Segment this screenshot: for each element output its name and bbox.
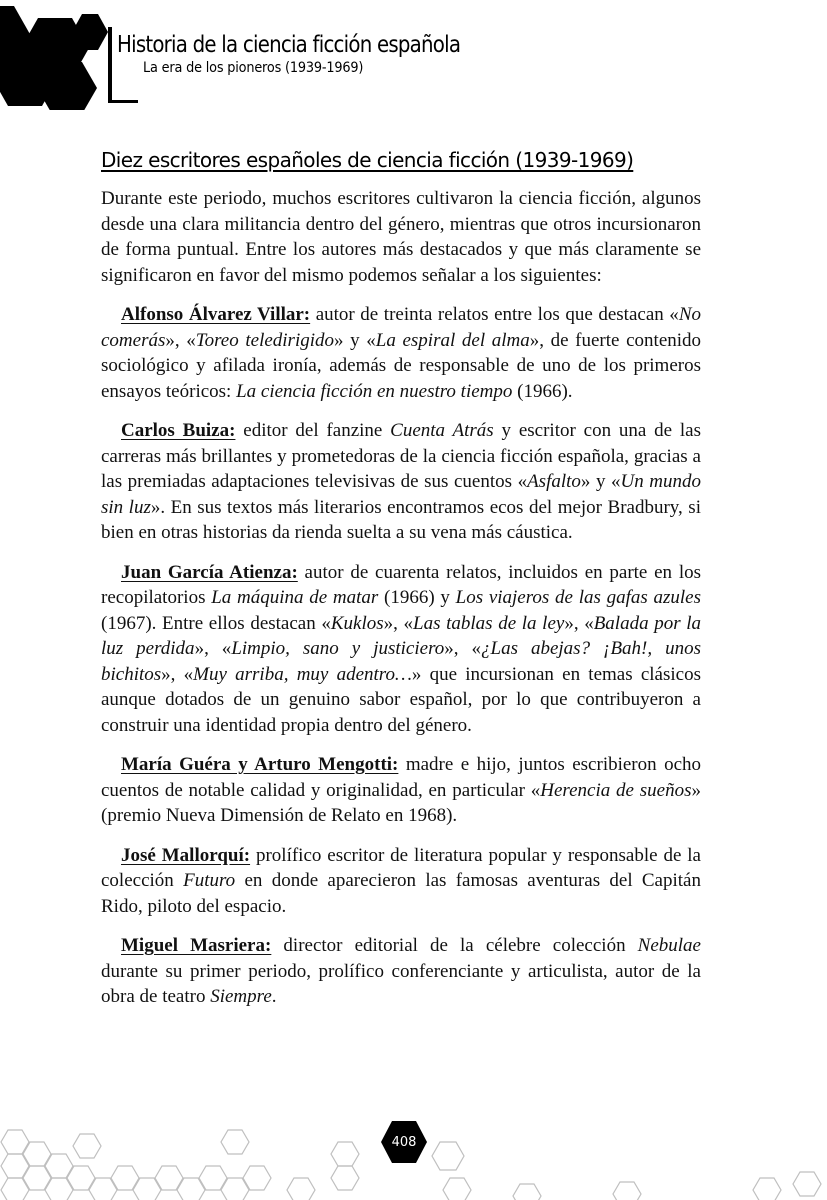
entry-text: », « — [444, 638, 482, 659]
entry-text: editor del fanzine — [235, 420, 391, 441]
work-title: Futuro — [183, 870, 236, 891]
entry-text: (1966) y — [378, 587, 456, 608]
entry-text: », « — [161, 663, 194, 685]
entry-text: prolífico escritor de literatura popular y responsable de la colección — [101, 844, 701, 891]
entry-text: ». En sus textos más literarios encontramos ecos del mejor Bradbury, si bien en otras historias da rienda suelta a su vena más cáustica. — [101, 496, 701, 543]
work-title: Toreo teledirigido — [195, 329, 335, 351]
work-title: No comerás — [101, 304, 701, 351]
entry-text: », « — [383, 612, 414, 634]
book-title: Historia de la ciencia ficción española — [117, 32, 461, 58]
work-title: La ciencia ficción en nuestro tiempo — [236, 380, 513, 402]
entry-text: » que incursionan en temas clásicos aunque dotados de un genuino sabor español, por lo que contribuyeron a construir una identidad propia dentro del género. — [101, 663, 701, 736]
entry-text: » y « — [580, 471, 621, 492]
entry-text: », de fuerte contenido sociológico y afilada ironía, además de responsable de uno de los primeros ensayos teóricos: — [101, 329, 702, 402]
author-entry — [101, 302, 701, 404]
entry-text: (1967). Entre ellos destacan « — [101, 612, 331, 634]
entry-text: director editorial de la célebre colección — [271, 935, 638, 956]
entry-text: y escritor con una de las carreras más brillantes y prometedoras de la ciencia ficción española, gracias a las premiadas adaptaciones televisivas de sus cuentos « — [101, 420, 702, 492]
author-name: María Guéra y Arturo Mengotti: — [121, 754, 399, 775]
work-title: Limpio, sano y justiciero — [231, 638, 445, 659]
book-subtitle: La era de los pioneros (1939-1969) — [143, 60, 364, 76]
entry-text: (1966). — [512, 380, 573, 402]
entry-text: » y « — [334, 329, 376, 351]
author-entry — [101, 560, 701, 739]
entry-text: autor de treinta relatos entre los que destacan « — [310, 304, 679, 325]
entry-text: », « — [564, 612, 594, 634]
work-title: Kuklos — [330, 612, 384, 634]
entry-text: », « — [194, 638, 232, 659]
author-entries — [101, 302, 701, 1010]
entry-text: en donde aparecieron las famosas aventuras del Capitán Rido, piloto del espacio. — [101, 870, 701, 917]
author-name: Juan García Atienza: — [121, 561, 298, 583]
work-title: La máquina de matar — [211, 587, 379, 608]
work-title: Un mundo sin luz — [101, 471, 702, 518]
header-rule-foot — [108, 100, 138, 103]
author-entry — [101, 418, 701, 546]
author-name: Miguel Masriera: — [121, 935, 272, 956]
work-title: Asfalto — [527, 471, 581, 492]
entry-text: madre e hijo, juntos escribieron ocho cuentos de notable calidad y originalidad, en particular « — [101, 754, 701, 801]
work-title: Nebulae — [637, 935, 701, 956]
work-title: Las tablas de la ley — [413, 612, 565, 634]
header-rule — [108, 27, 112, 103]
entry-text: », « — [165, 329, 196, 351]
work-title: La espiral del alma — [375, 329, 530, 351]
author-name: Carlos Buiza: — [121, 420, 236, 441]
work-title: Balada por la luz perdida — [101, 612, 702, 659]
work-title: Siempre — [210, 986, 272, 1007]
entry-text: » (premio Nueva Dimensión de Relato en 1968). — [101, 779, 701, 826]
author-entry — [101, 843, 701, 920]
work-title: Los viajeros de las gafas azules — [455, 587, 702, 608]
entry-text: autor de cuarenta relatos, incluidos en parte en los recopilatorios — [101, 561, 701, 608]
intro-paragraph: Durante este periodo, muchos escritores cultivaron la ciencia ficción, algunos desde una clara militancia dentro del género, mientras que otros incursionaron de forma puntual. Entre los autores más destacados y que más claramente se significaron en favor del mismo podemos señalar a los siguientes: — [101, 188, 701, 286]
work-title: Cuenta Atrás — [390, 420, 494, 441]
author-name: José Mallorquí: — [121, 844, 251, 866]
main-content — [101, 148, 701, 1024]
work-title: Muy arriba, muy adentro… — [193, 663, 412, 685]
page-number: 408 — [391, 1134, 417, 1150]
author-name: Alfonso Álvarez Villar: — [121, 304, 311, 325]
entry-text: durante su primer periodo, prolífico conferenciante y articulista, autor de la obra de teatro — [101, 960, 701, 1007]
entry-text: . — [271, 986, 277, 1007]
work-title: Herencia de sueños — [540, 779, 692, 801]
section-title: Diez escritores españoles de ciencia ficción (1939-1969) — [101, 148, 634, 172]
work-title: ¿Las abejas? ¡Bah!, unos bichitos — [101, 638, 702, 685]
author-entry — [101, 752, 701, 829]
author-entry — [101, 933, 701, 1010]
